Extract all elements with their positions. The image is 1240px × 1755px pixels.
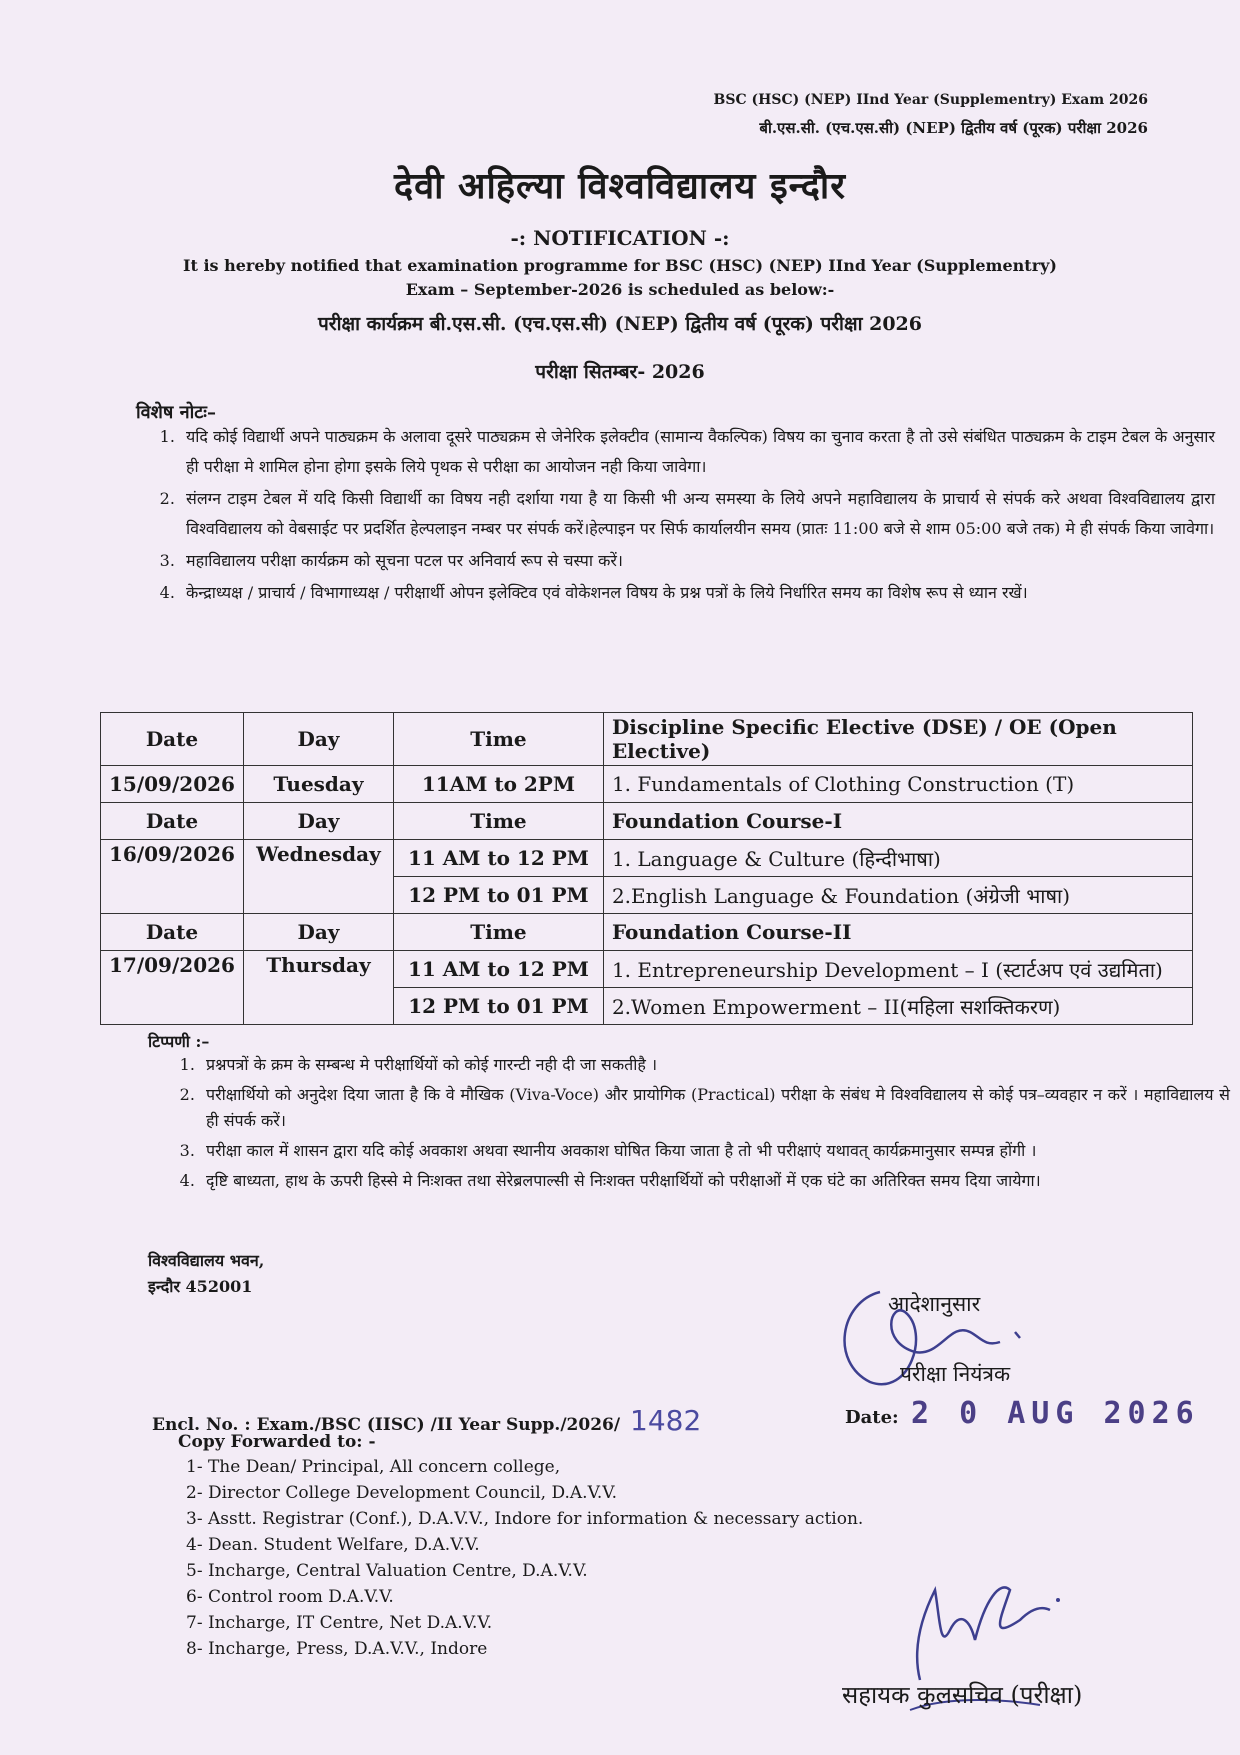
head-day: Day xyxy=(243,914,393,951)
controller-signature xyxy=(820,1272,1040,1412)
exam-subject: 1. Entrepreneurship Development – I (स्टार्टअप एवं उद्यमिता) xyxy=(603,951,1192,988)
special-note-heading: विशेष नोटः– xyxy=(136,402,216,423)
list-item: 1- The Dean/ Principal, All concern college, xyxy=(186,1457,561,1477)
hindi-programme-title: परीक्षा कार्यक्रम बी.एस.सी. (एच.एस.सी) (NEP) द्वितीय वर्ष (पूरक) परीक्षा 2026 xyxy=(318,313,922,335)
exam-day: Wednesday xyxy=(243,840,393,914)
group-title: Discipline Specific Elective (DSE) / OE (Open Elective) xyxy=(603,713,1192,766)
list-item: 4- Dean. Student Welfare, D.A.V.V. xyxy=(186,1535,480,1555)
special-note-item: 3. महाविद्यालय परीक्षा कार्यक्रम को सूचना पटल पर अनिवार्य रूप से चस्पा करें। xyxy=(180,546,1215,576)
head-date: Date xyxy=(101,803,244,840)
enclosure-label: Encl. No. : Exam./BSC (IISC) /II Year Supp./2026/ xyxy=(152,1415,621,1435)
remark-item: 1. प्रश्नपत्रों के क्रम के सम्बन्ध मे परीक्षार्थियों को कोई गारन्टी नही दी जा सकतीहै । xyxy=(200,1052,1230,1078)
list-item: 6- Control room D.A.V.V. xyxy=(186,1587,394,1607)
remark-item: 2. परीक्षार्थियो को अनुदेश दिया जाता है कि वे मौखिक (Viva-Voce) और प्रायोगिक (Practical) परीक्षा के संबंध मे विश्वविद्यालय से कोई पत्र–व्यवहार न करें । महाविद्यालय से ही संपर्क करें। xyxy=(200,1082,1230,1134)
exam-date: 15/09/2026 xyxy=(101,766,244,803)
list-item: 8- Incharge, Press, D.A.V.V., Indore xyxy=(186,1639,488,1659)
head-time: Time xyxy=(393,713,603,766)
remark-item: 4. दृष्टि बाध्यता, हाथ के ऊपरी हिस्से मे निःशक्त तथा सेरेब्रलपाल्सी से निःशक्त परीक्षार्थियों को परीक्षाओं में एक घंटे का अतिरिक्त समय दिया जायेगा। xyxy=(200,1168,1230,1194)
exam-date: 16/09/2026 xyxy=(101,840,244,914)
exam-subject: 2.Women Empowerment – II(महिला सशक्तिकरण) xyxy=(603,988,1192,1025)
head-time: Time xyxy=(393,914,603,951)
exam-header-english: BSC (HSC) (NEP) IInd Year (Supplementry) Exam 2026 xyxy=(713,92,1148,108)
exam-time: 12 PM to 01 PM xyxy=(393,988,603,1025)
notification-title: -: NOTIFICATION -: xyxy=(510,226,730,250)
list-item: 2- Director College Development Council, D.A.V.V. xyxy=(186,1483,618,1503)
exam-time: 11 AM to 12 PM xyxy=(393,840,603,877)
exam-subject: 1. Fundamentals of Clothing Construction (T) xyxy=(603,766,1192,803)
assistant-registrar-title: सहायक कुलसचिव (परीक्षा) xyxy=(842,1681,1083,1709)
exam-subject: 2.English Language & Foundation (अंग्रेजी भाषा) xyxy=(603,877,1192,914)
special-notes-list xyxy=(136,422,1215,610)
table-row xyxy=(101,803,1193,840)
remark-item: 3. परीक्षा काल में शासन द्वारा यदि कोई अवकाश अथवा स्थानीय अवकाश घोषित किया जाता है तो भी परीक्षाएं यथावत् कार्यक्रमानुसार सम्पन्न होंगी । xyxy=(200,1138,1230,1164)
remarks-list xyxy=(148,1052,1230,1198)
head-day: Day xyxy=(243,803,393,840)
special-note-item: 2. संलग्न टाइम टेबल में यदि किसी विद्यार्थी का विषय नही दर्शाया गया है या किसी भी अन्य समस्या के लिये अपने महाविद्यालय के प्राचार्य से संपर्क करे अथवा विश्वविद्यालय द्वारा विश्वविद्यालय को वेबसाईट पर प्रदर्शित हेल्पलाइन नम्बर पर संपर्क करें।हेल्पाइन पर सिर्फ कार्यालयीन समय (प्रातः 11:00 बजे से शाम 05:00 बजे तक) मे ही संपर्क किया जावेगा। xyxy=(180,484,1215,544)
exam-date: 17/09/2026 xyxy=(101,951,244,1025)
address-line-2: इन्दौर 452001 xyxy=(148,1277,253,1296)
exam-time: 11AM to 2PM xyxy=(393,766,603,803)
exam-controller-title: परीक्षा नियंत्रक xyxy=(900,1362,1011,1386)
head-date: Date xyxy=(101,713,244,766)
head-time: Time xyxy=(393,803,603,840)
table-row xyxy=(101,713,1193,766)
address-line-1: विश्वविद्यालय भवन, xyxy=(148,1251,265,1270)
copy-forwarded-list xyxy=(186,1454,863,1662)
date-label: Date: xyxy=(845,1407,899,1428)
exam-day: Thursday xyxy=(243,951,393,1025)
exam-subject: 1. Language & Culture (हिन्दीभाषा) xyxy=(603,840,1192,877)
list-item: 3- Asstt. Registrar (Conf.), D.A.V.V., Indore for information & necessary action. xyxy=(186,1509,864,1529)
university-address xyxy=(148,1248,264,1300)
table-row xyxy=(101,840,1193,877)
intro-text xyxy=(0,254,1240,302)
table-row xyxy=(101,914,1193,951)
timetable xyxy=(100,712,1193,1025)
date-stamp: 2 0 AUG 2026 xyxy=(910,1396,1200,1431)
exam-header xyxy=(714,86,1148,142)
intro-line-2: Exam – September-2026 is scheduled as below:- xyxy=(405,280,835,299)
intro-line-1: It is hereby notified that examination programme for BSC (HSC) (NEP) IInd Year (Supplementry) xyxy=(183,256,1057,275)
special-note-item: 4. केन्द्राध्यक्ष / प्राचार्य / विभागाध्यक्ष / परीक्षार्थी ओपन इलेक्टिव एवं वोकेशनल विषय के प्रश्न पत्रों के लिये निर्धारित समय का विशेष रूप से ध्यान रखें। xyxy=(180,578,1215,608)
group-title: Foundation Course-II xyxy=(603,914,1192,951)
head-date: Date xyxy=(101,914,244,951)
enclosure-number: 1482 xyxy=(630,1404,702,1437)
table-row xyxy=(101,951,1193,988)
by-order-text: आदेशानुसार xyxy=(888,1292,981,1316)
list-item: 7- Incharge, IT Centre, Net D.A.V.V. xyxy=(186,1613,493,1633)
copy-forwarded-heading: Copy Forwarded to: - xyxy=(178,1432,376,1452)
exam-header-hindi: बी.एस.सी. (एच.एस.सी) (NEP) द्वितीय वर्ष (पूरक) परीक्षा 2026 xyxy=(759,119,1148,137)
date-line xyxy=(845,1396,1200,1431)
list-item: 5- Incharge, Central Valuation Centre, D.A.V.V. xyxy=(186,1561,588,1581)
exam-day: Tuesday xyxy=(243,766,393,803)
special-note-item: 1. यदि कोई विद्यार्थी अपने पाठ्यक्रम के अलावा दूसरे पाठ्यक्रम से जेनेरिक इलेक्टीव (सामान्य वैकल्पिक) विषय का चुनाव करता है तो उसे संबंधित पाठ्यक्रम के टाइम टेबल के अनुसार ही परीक्षा मे शामिल होना होगा इसके लिये पृथक से परीक्षा का आयोजन नही किया जावेगा। xyxy=(180,422,1215,482)
university-name: देवी अहिल्या विश्वविद्यालय इन्दौर xyxy=(394,165,846,207)
remarks-heading: टिप्पणी :– xyxy=(148,1032,210,1051)
head-day: Day xyxy=(243,713,393,766)
group-title: Foundation Course-I xyxy=(603,803,1192,840)
exam-time: 12 PM to 01 PM xyxy=(393,877,603,914)
hindi-session: परीक्षा सितम्बर- 2026 xyxy=(535,361,705,383)
exam-time: 11 AM to 12 PM xyxy=(393,951,603,988)
table-row xyxy=(101,766,1193,803)
